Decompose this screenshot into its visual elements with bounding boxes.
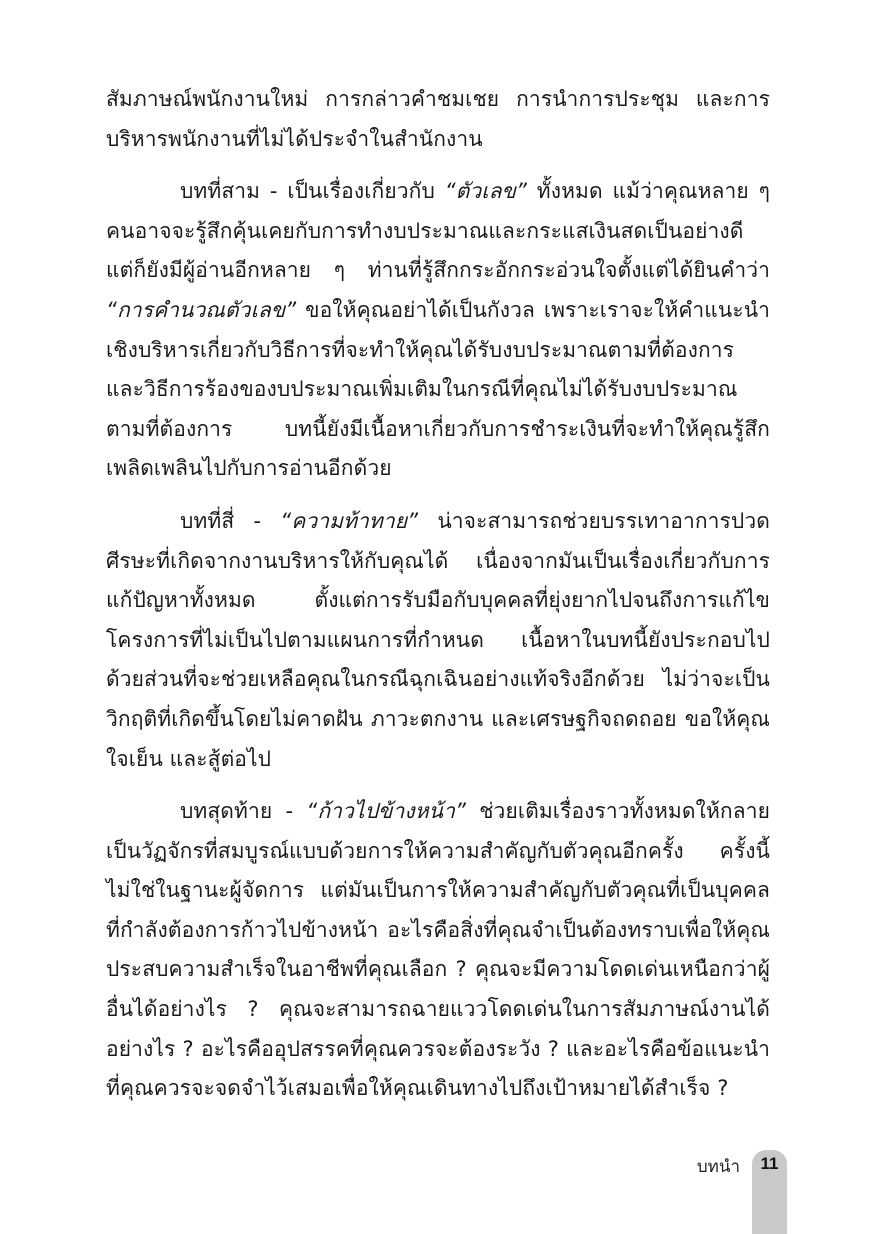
paragraph-final-chapter: [106, 792, 770, 1109]
paragraph-intro-continued: [106, 80, 770, 159]
paragraph-chapter-four: [106, 502, 770, 779]
paragraph-text: บทที่สาม - เป็นเรื่องเกี่ยวกับ: [180, 179, 445, 204]
footer-section-label: บทนำ: [696, 1157, 740, 1177]
paragraph-text: ช่วยเติมเรื่องราวทั้งหมดให้กลายเป็นวัฏจักรที่สมบูรณ์แบบด้วยการให้ความสำคัญกับตัวคุณอีกครั้ง ครั้งนี้ไม่ใช่ในฐานะผู้จัดการ แต่มันเป็นการให้ความสำคัญกับตัวคุณที่เป็นบุคคลที่กำลังต้องการก้าวไปข้างหน้า อะไรคือสิ่งที่คุณจำเป็นต้องทราบเพื่อให้คุณประสบความสำเร็จในอาชีพที่คุณเลือก ? คุณจะมีความโดดเด่นเหนือกว่าผู้อื่นได้อย่างไร ? คุณจะสามารถฉายแววโดดเด่นในการสัมภาษณ์งานได้อย่างไร ? อะไรคืออุปสรรคที่คุณควรจะต้องระวัง ? และอะไรคือข้อแนะนำที่คุณควรจะจดจำไว้เสมอเพื่อให้คุณเดินทางไปถึงเป้าหมายได้สำเร็จ ?: [106, 799, 770, 1101]
chapter-title-emphasis: “ตัวเลข”: [444, 179, 527, 204]
paragraph-text: น่าจะสามารถช่วยบรรเทาอาการปวดศีรษะที่เกิดจากงานบริหารให้กับคุณได้ เนื่องจากมันเป็นเรื่องเกี่ยวกับการแก้ปัญหาทั้งหมด ตั้งแต่การรับมือกับบุคคลที่ยุ่งยากไปจนถึงการแก้ไขโครงการที่ไม่เป็นไปตามแผนการที่กำหนด เนื้อหาในบทนี้ยังประกอบไปด้วยส่วนที่จะช่วยเหลือคุณในกรณีฉุกเฉินอย่างแท้จริงอีกด้วย ไม่ว่าจะเป็นวิกฤติที่เกิดขึ้นโดยไม่คาดฝัน ภาวะตกงาน และเศรษฐกิจถดถอย ขอให้คุณใจเย็น และสู้ต่อไป: [106, 508, 770, 771]
page-number: 11: [760, 1154, 779, 1173]
page-number-tab: [752, 1150, 787, 1234]
paragraph-text: สัมภาษณ์พนักงานใหม่ การกล่าวคำชมเชย การนำการประชุม และการบริหารพนักงานที่ไม่ได้ประจำในสำนักงาน: [106, 87, 770, 151]
paragraph-text: ขอให้คุณอย่าได้เป็นกังวล เพราะเราจะให้คำแนะนำเชิงบริหารเกี่ยวกับวิธีการที่จะทำให้คุณได้รับงบประมาณตามที่ต้องการ และวิธีการร้องของบประมาณเพิ่มเติมในกรณีที่คุณไม่ได้รับงบประมาณตามที่ต้องการ บทนี้ยังมีเนื้อหาเกี่ยวกับการชำระเงินที่จะทำให้คุณรู้สึกเพลิดเพลินไปกับการอ่านอีกด้วย: [106, 297, 770, 481]
chapter-title-emphasis: “ก้าวไปข้างหน้า”: [306, 799, 466, 824]
paragraph-text: บทสุดท้าย -: [180, 799, 307, 824]
paragraph-text: ทั้งหมด แม้ว่าคุณหลาย ๆ คนอาจจะรู้สึกคุ้นเคยกับการทำงบประมาณและกระแสเงินสดเป็นอย่างดี แต่ก็ยังมีผู้อ่านอีกหลาย ๆ ท่านที่รู้สึกกระอักกระอ่วนใจตั้งแต่ได้ยินคำว่า: [106, 179, 770, 283]
paragraph-chapter-three: [106, 172, 770, 489]
paragraph-text: บทที่สี่ -: [180, 508, 281, 533]
term-emphasis: “การคำนวณตัวเลข”: [106, 297, 297, 322]
page-body: [106, 80, 770, 1109]
chapter-title-emphasis: “ความท้าทาย”: [280, 508, 419, 533]
